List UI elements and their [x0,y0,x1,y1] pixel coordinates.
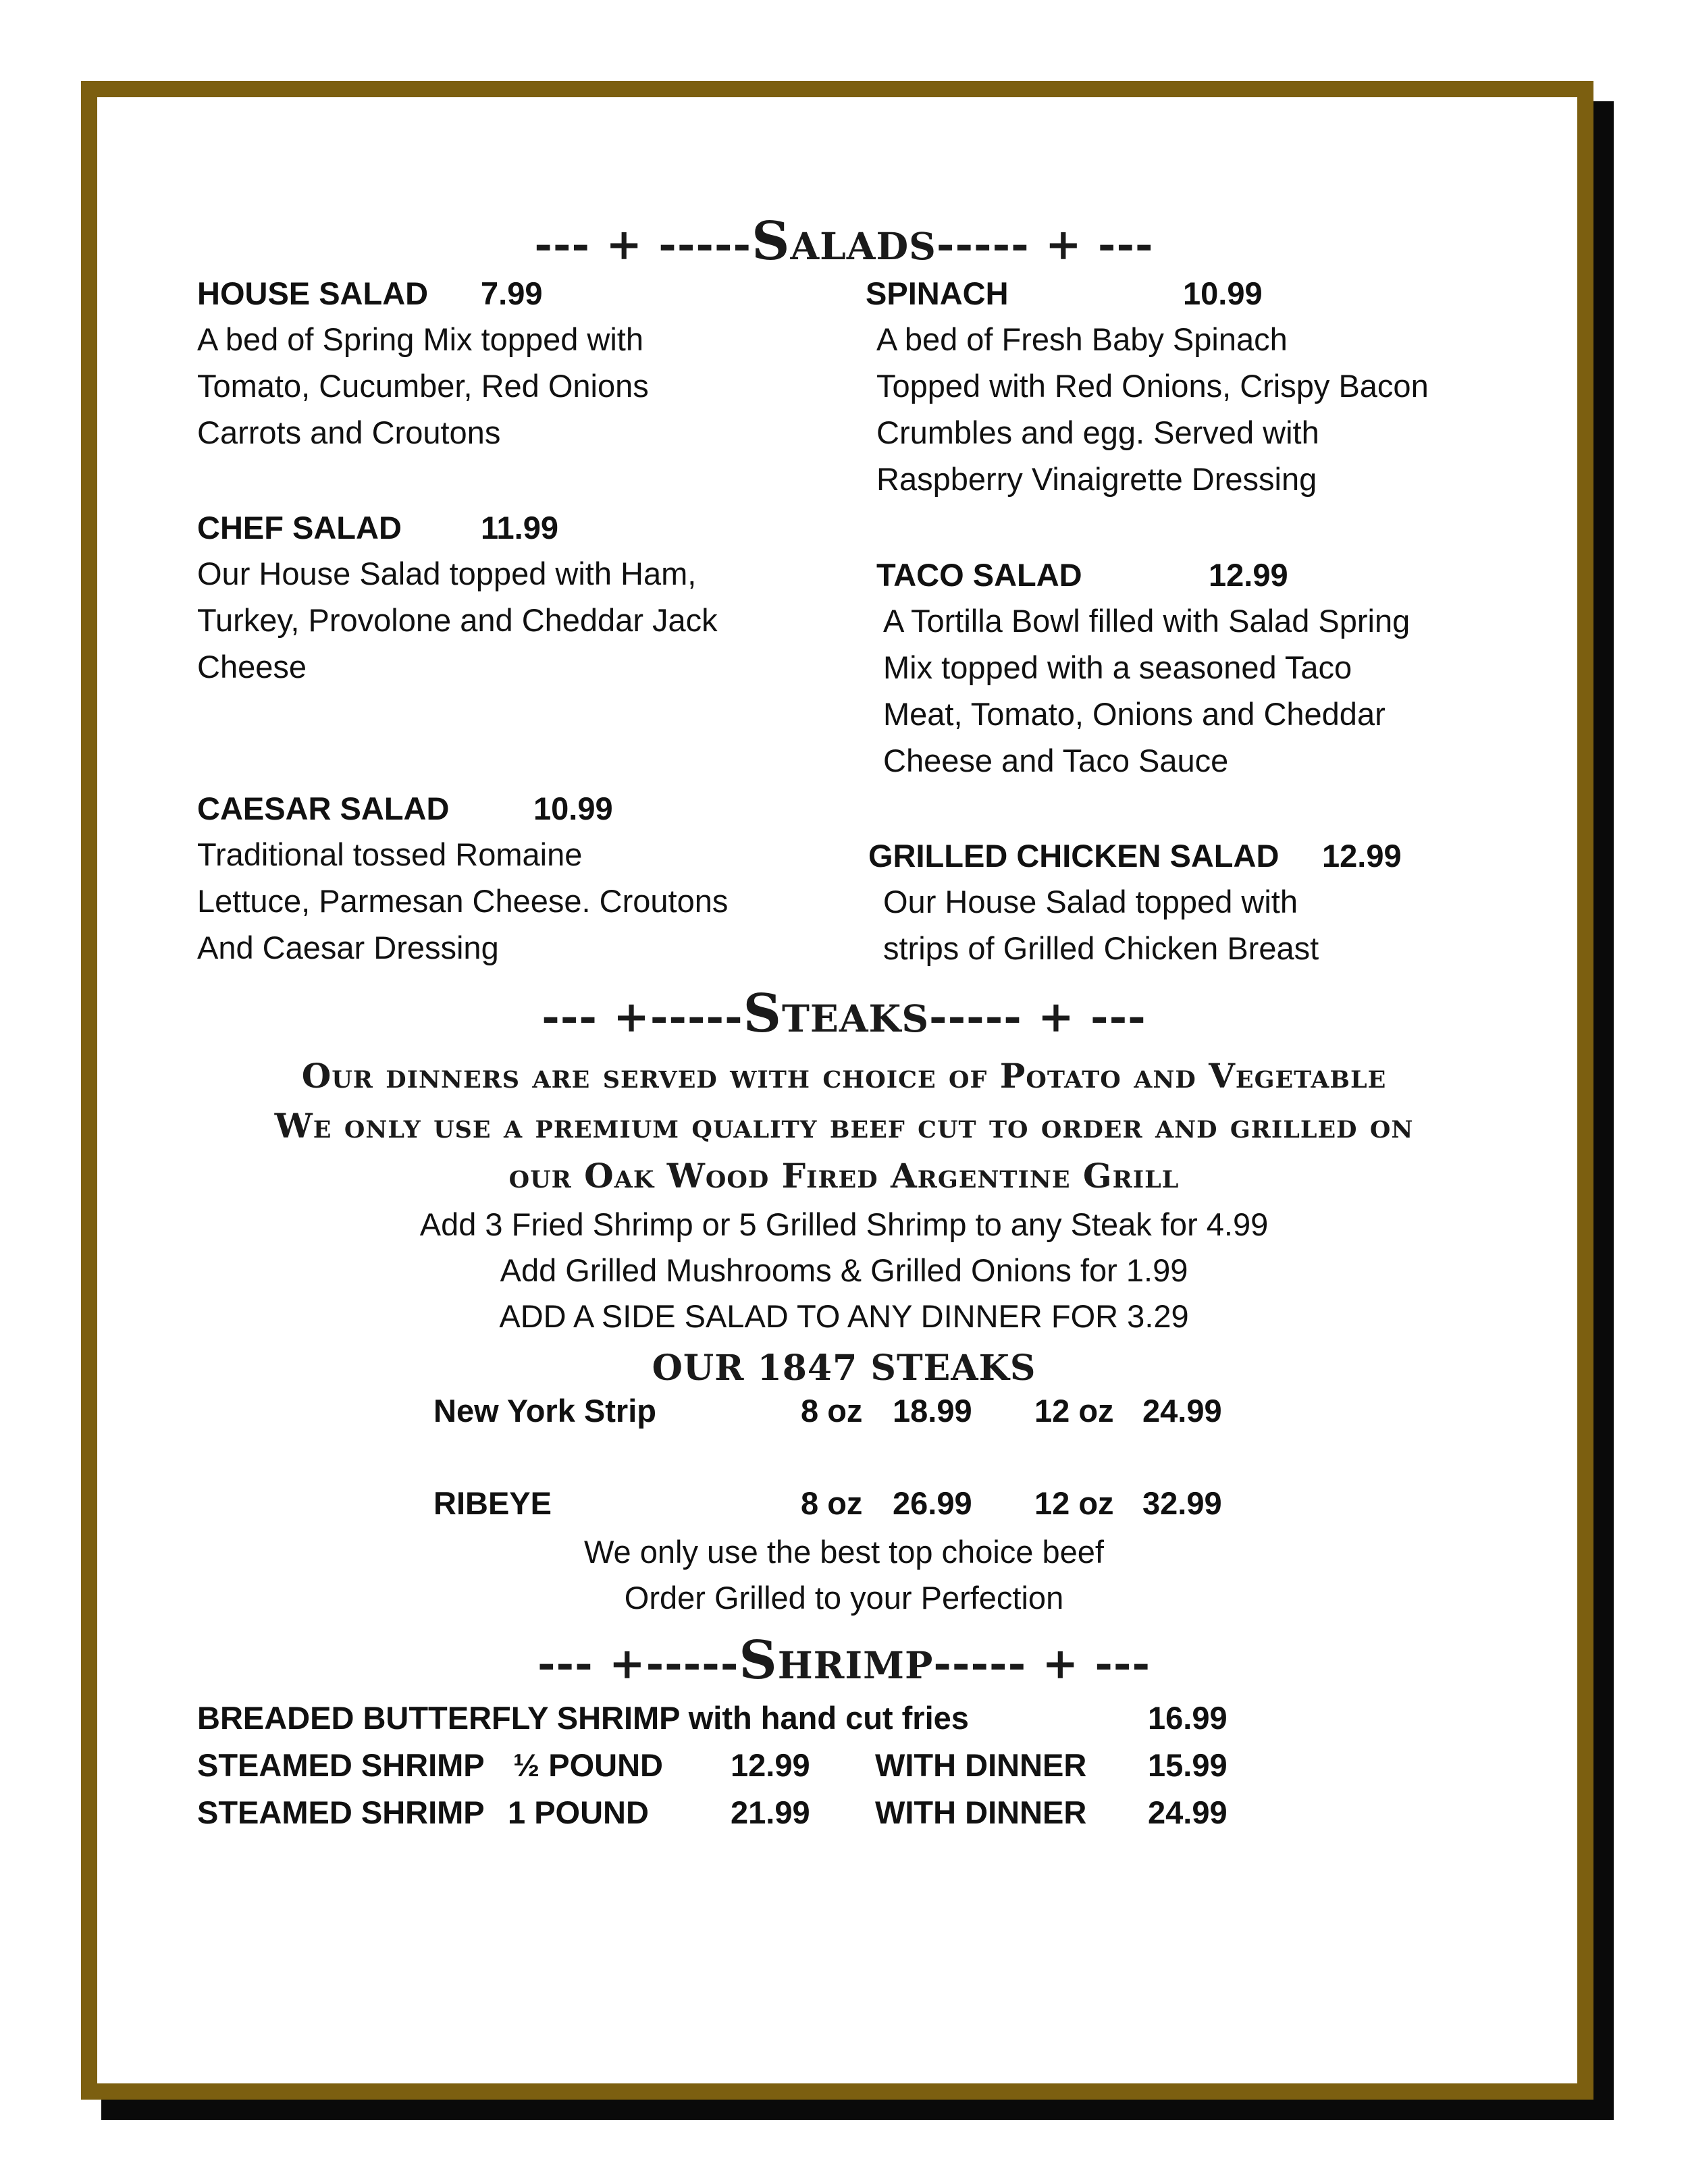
shrimp-name: STEAMED SHRIMP [197,1747,485,1783]
shrimp-dinner-label: WITH DINNER [875,1747,1087,1783]
item-name: HOUSE SALAD [197,275,429,311]
salads-heading [0,211,1688,272]
salads-heading-left: --- + ----- [534,219,752,270]
steak-price-large: 24.99 [1142,1393,1222,1429]
steaks-subhead-1: Our dinners are served with choice of Potato and Vegetable [301,1056,1387,1096]
menu-item-spinach [866,273,1263,314]
steaks-heading-right: ----- + --- [929,992,1146,1042]
salads-heading-word: Salads [751,211,937,272]
shrimp-dinner-price: 24.99 [1148,1794,1228,1830]
item-price: 12.99 [1322,838,1402,874]
steak-name: RIBEYE [433,1485,552,1521]
steak-name: New York Strip [433,1393,656,1429]
shrimp-portion: ½ POUND [513,1747,663,1783]
menu-item-caesar-salad [197,789,613,829]
steak-size-small: 8 oz [801,1485,863,1521]
shrimp-dinner-price: 15.99 [1148,1747,1228,1783]
steaks-subhead-2: We only use a premium quality beef cut to order and grilled on [274,1106,1414,1146]
shrimp-portion: 1 POUND [508,1794,649,1830]
steaks-note-3: ADD A SIDE SALAD TO ANY DINNER FOR 3.29 [499,1298,1189,1334]
item-description: Traditional tossed Romaine Lettuce, Parmesan Cheese. Croutons And Caesar Dressing [197,836,729,965]
item-price: 11.99 [481,510,559,545]
shrimp-price: 21.99 [731,1794,810,1830]
item-price: 12.99 [1209,557,1288,593]
shrimp-heading-right: ----- + --- [933,1639,1151,1689]
shrimp-row-butterfly [197,1698,1277,1738]
shrimp-name: BREADED BUTTERFLY SHRIMP with hand cut fries [197,1700,969,1736]
steak-price-small: 18.99 [893,1393,972,1429]
steak-size-small: 8 oz [801,1393,863,1429]
steaks-note-2: Add Grilled Mushrooms & Grilled Onions for 1.99 [500,1252,1188,1288]
steaks-heading-word: Steaks [743,983,930,1044]
shrimp-heading-word: Shrimp [739,1630,934,1691]
shrimp-name: STEAMED SHRIMP [197,1794,485,1830]
steak-price-small: 26.99 [893,1485,972,1521]
steak-row-new-york-strip [433,1391,1244,1431]
shrimp-price: 16.99 [1148,1700,1228,1736]
steak-size-large: 12 oz [1034,1485,1114,1521]
steak-price-large: 32.99 [1142,1485,1222,1521]
item-description: Our House Salad topped with Ham, Turkey, Provolone and Cheddar Jack Cheese [197,556,718,685]
item-price: 10.99 [1183,275,1263,311]
menu-item-taco-salad [876,555,1288,595]
steaks-note-1: Add 3 Fried Shrimp or 5 Grilled Shrimp to any Steak for 4.99 [419,1206,1269,1242]
item-name: TACO SALAD [876,557,1082,593]
item-description: A bed of Spring Mix topped with Tomato, Cucumber, Red Onions Carrots and Croutons [197,321,649,450]
steaks-footer-1: We only use the best top choice beef [584,1534,1104,1570]
shrimp-row-one-pound [197,1792,1277,1833]
shrimp-dinner-label: WITH DINNER [875,1794,1087,1830]
item-description: A bed of Fresh Baby Spinach Topped with Red Onions, Crispy Bacon Crumbles and egg. Served with Raspberry Vinaigrette Dressing [876,321,1429,497]
menu-item-grilled-chicken-salad [868,836,1402,876]
menu-item-house-salad [197,273,543,314]
item-name: CHEF SALAD [197,510,402,545]
menu-item-chef-salad [197,508,559,548]
steaks-subtitle: OUR 1847 STEAKS [652,1348,1036,1389]
shrimp-heading-left: --- +----- [537,1639,739,1689]
item-price: 7.99 [481,275,543,311]
item-price: 10.99 [533,791,613,826]
item-description: Our House Salad topped with strips of Grilled Chicken Breast [883,884,1319,966]
item-name: GRILLED CHICKEN SALAD [868,838,1280,874]
item-name: SPINACH [866,275,1009,311]
steaks-heading [0,983,1688,1044]
steak-size-large: 12 oz [1034,1393,1114,1429]
steaks-subhead-3: our Oak Wood Fired Argentine Grill [508,1156,1180,1196]
steaks-footer-2: Order Grilled to your Perfection [624,1580,1064,1616]
shrimp-row-half-pound [197,1745,1277,1786]
shrimp-price: 12.99 [731,1747,810,1783]
shrimp-heading [0,1630,1688,1691]
steaks-heading-left: --- +----- [542,992,743,1042]
item-name: CAESAR SALAD [197,791,450,826]
item-description: A Tortilla Bowl filled with Salad Spring Mix topped with a seasoned Taco Meat, Tomato, Onions and Cheddar Cheese and Taco Sauce [883,603,1410,778]
steak-row-ribeye [433,1483,1244,1524]
salads-heading-right: ----- + --- [936,219,1154,270]
